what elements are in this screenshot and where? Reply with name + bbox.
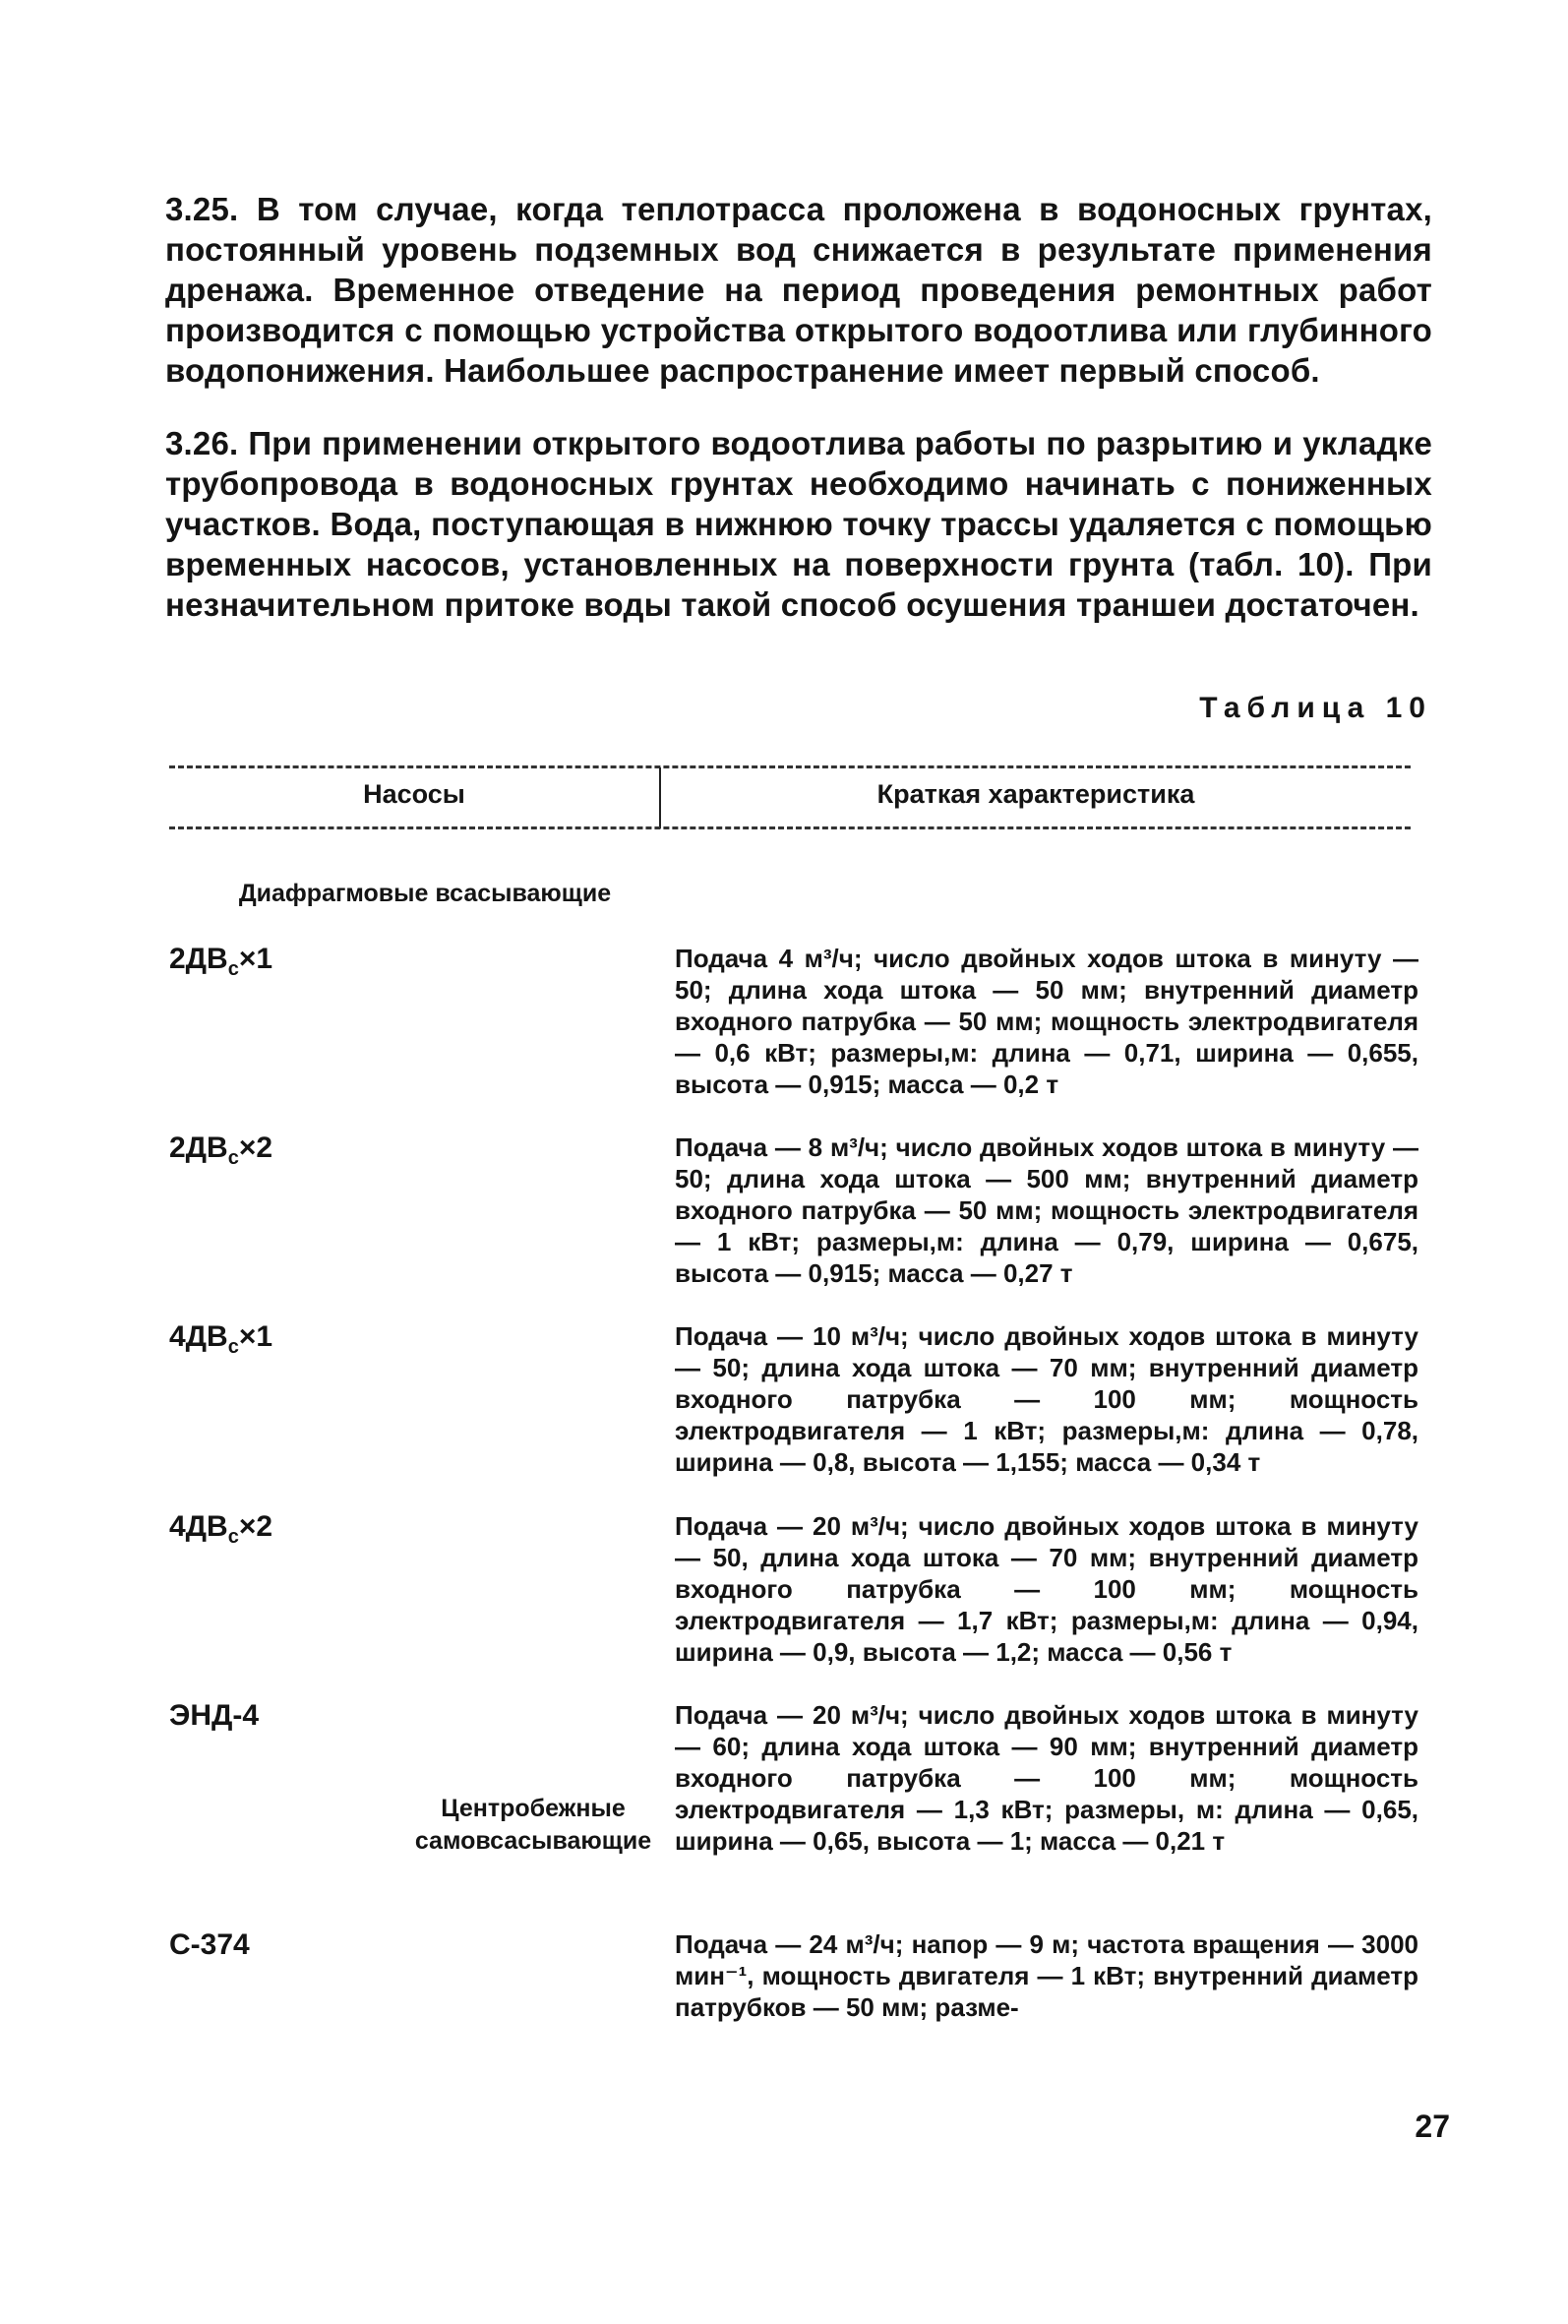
paragraph-3-25 (165, 189, 1432, 391)
page-number: 27 (1415, 2109, 1450, 2144)
paragraph-number: 3.26. (165, 425, 239, 461)
pump-name: ЭНД-4 (169, 1699, 260, 1732)
paragraph-text: При применении открытого водоотлива работы по разрытию и укладке трубопровода в водоносных грунтах необходимо начинать с пониженных участков. Вода, поступающая в нижнюю точку трассы удаляется с помощью временных насосов, установленных на поверхности грунта (табл. 10). При незначительном притоке воды такой способ осушения траншеи достаточен. (165, 425, 1432, 623)
pump-name: $4ДВ_с\times 2$ (169, 1510, 273, 1548)
table-caption: Таблица 10 (1199, 692, 1432, 724)
paragraph-3-26 (165, 423, 1432, 625)
table-top-rule (169, 765, 1411, 768)
pump-description: Подача — 24 м³/ч; напор — 9 м; частота вращения — 3000 мин⁻¹, мощность двигателя — 1 кВт; внутренний диаметр патрубков — 50 мм; разме- (675, 1929, 1418, 2022)
pump-name: $2ДВ_с\times 2$ (169, 1131, 273, 1169)
pump-description: Подача — 20 м³/ч; число двойных ходов штока в минуту — 60; длина хода штока — 90 мм; внутренний диаметр входного патрубка — 100 мм; мощность электродвигателя — 1,3 кВт; размеры, м: длина — 0,65, ширина — 0,65, высота — 1; масса — 0,21 т (675, 1700, 1418, 1856)
pump-description: Подача — 10 м³/ч; число двойных ходов штока в минуту — 50; длина хода штока — 70 мм; внутренний диаметр входного патрубка — 100 мм; мощность электродвигателя — 1 кВт; размеры,м: длина — 0,78, ширина — 0,8, высота — 1,155; масса — 0,34 т (675, 1321, 1418, 1477)
pump-name: С-374 (169, 1928, 250, 1961)
table-header-rule (169, 826, 1411, 829)
group-title-diaphragm: Диафрагмовые всасывающие (238, 880, 612, 907)
pump-name: $2ДВ_с\times 1$ (169, 943, 273, 980)
pump-name: $4ДВ_с\times 1$ (169, 1320, 273, 1358)
column-header-pumps: Насосы (363, 779, 465, 809)
group-title-line: Центробежные (441, 1795, 626, 1822)
pump-description: Подача — 8 м³/ч; число двойных ходов штока в минуту — 50; длина хода штока — 500 мм; внутренний диаметр входного патрубка — 50 мм; мощность электродвигателя — 1 кВт; размеры,м: длина — 0,79, ширина — 0,675, высота — 0,915; масса — 0,27 т (675, 1132, 1418, 1288)
pump-description: Подача — 20 м³/ч; число двойных ходов штока в минуту — 50, длина хода штока — 70 мм; внутренний диаметр входного патрубка — 100 мм; мощность электродвигателя — 1,7 кВт; размеры,м: длина — 0,94, ширина — 0,9, высота — 1,2; масса — 0,56 т (675, 1511, 1418, 1667)
paragraph-text: В том случае, когда теплотрасса проложена в водоносных грунтах, постоянный уровень подземных вод снижается в результате применения дренажа. Временное отведение на период проведения ремонтных работ производится с помощью устройства открытого водоотлива или глубинного водопонижения. Наибольшее распространение имеет первый способ. (165, 191, 1432, 389)
pump-description: Подача 4 м³/ч; число двойных ходов штока в минуту — 50; длина хода штока — 50 мм; внутренний диаметр входного патрубка — 50 мм; мощность электродвигателя — 0,6 кВт; размеры,м: длина — 0,71, ширина — 0,655, высота — 0,915; масса — 0,2 т (675, 944, 1418, 1099)
group-title-line: самовсасывающие (414, 1827, 652, 1855)
paragraph-number: 3.25. (165, 191, 239, 227)
column-header-characteristics: Краткая характеристика (876, 779, 1195, 809)
group-title-centrifugal (169, 1793, 897, 1858)
